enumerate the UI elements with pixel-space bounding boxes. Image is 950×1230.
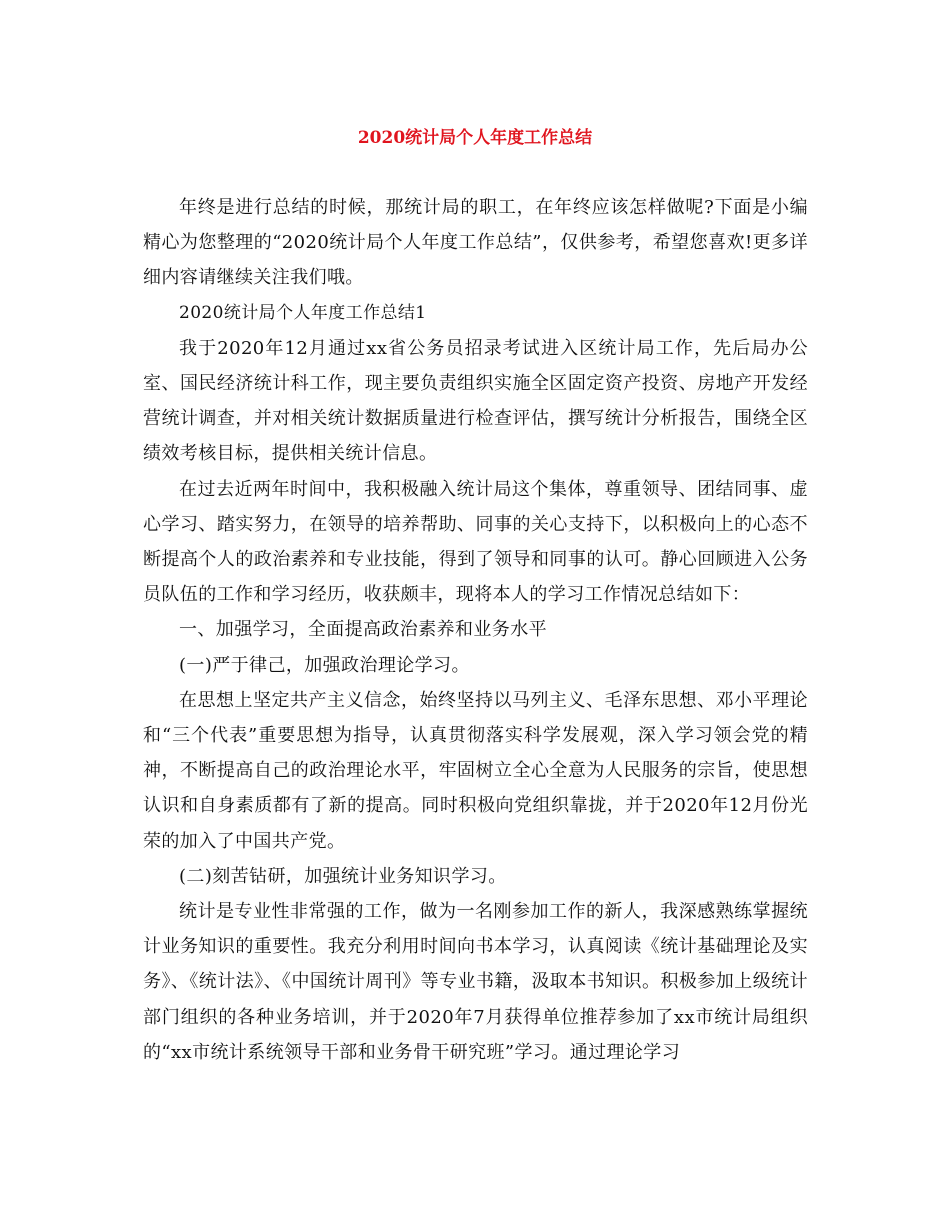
document-title: 2020统计局个人年度工作总结 [357, 128, 593, 148]
subsection-heading: (一)严于律己，加强政治理论学习。 [179, 654, 470, 676]
body-paragraph: 在思想上坚定共产主义信念，始终坚持以马列主义、毛泽东思想、邓小平理论和“三个代表”重要思想为指导，认真贯彻落实科学发展观，深入学习领会党的精神，不断提高自己的政治理论水平，牢固树立全心全意为人民服务的宗旨，使思想认识和自身素质都有了新的提高。同时积极向党组织靠拢，并于2020年12月份光荣的加入了中国共产党。 [143, 689, 808, 852]
section-heading: 一、加强学习，全面提高政治素养和业务水平 [179, 619, 547, 641]
body-paragraph: 统计是专业性非常强的工作，做为一名刚参加工作的新人，我深感熟练掌握统计业务知识的重要性。我充分利用时间向书本学习，认真阅读《统计基础理论及实务》、《统计法》、《中国统计周刊》等专业书籍，汲取本书知识。积极参加上级统计部门组织的各种业务培训，并于2020年7月获得单位推荐参加了xx市统计局组织的“xx市统计系统领导干部和业务骨干研究班”学习。通过理论学习 [143, 901, 808, 1063]
subsection-heading: (二)刻苦钻研，加强统计业务知识学习。 [179, 865, 507, 887]
body-paragraph: 在过去近两年时间中，我积极融入统计局这个集体，尊重领导、团结同事、虚心学习、踏实努力，在领导的培养帮助、同事的关心支持下，以积极向上的心态不断提高个人的政治素养和专业技能，得到了领导和同事的认可。静心回顾进入公务员队伍的工作和学习经历，收获颇丰，现将本人的学习工作情况总结如下： [143, 478, 808, 606]
body-paragraph: 我于2020年12月通过xx省公务员招录考试进入区统计局工作，先后局办公室、国民经济统计科工作，现主要负责组织实施全区固定资产投资、房地产开发经营统计调查，并对相关统计数据质量进行检查评估，撰写统计分析报告，围绕全区绩效考核目标，提供相关统计信息。 [143, 337, 808, 465]
section-title: 2020统计局个人年度工作总结1 [179, 302, 427, 323]
intro-paragraph: 年终是进行总结的时候，那统计局的职工，在年终应该怎样做呢?下面是小编精心为您整理的“2020统计局个人年度工作总结”，仅供参考，希望您喜欢!更多详细内容请继续关注我们哦。 [143, 197, 808, 289]
document-body [143, 190, 808, 1070]
